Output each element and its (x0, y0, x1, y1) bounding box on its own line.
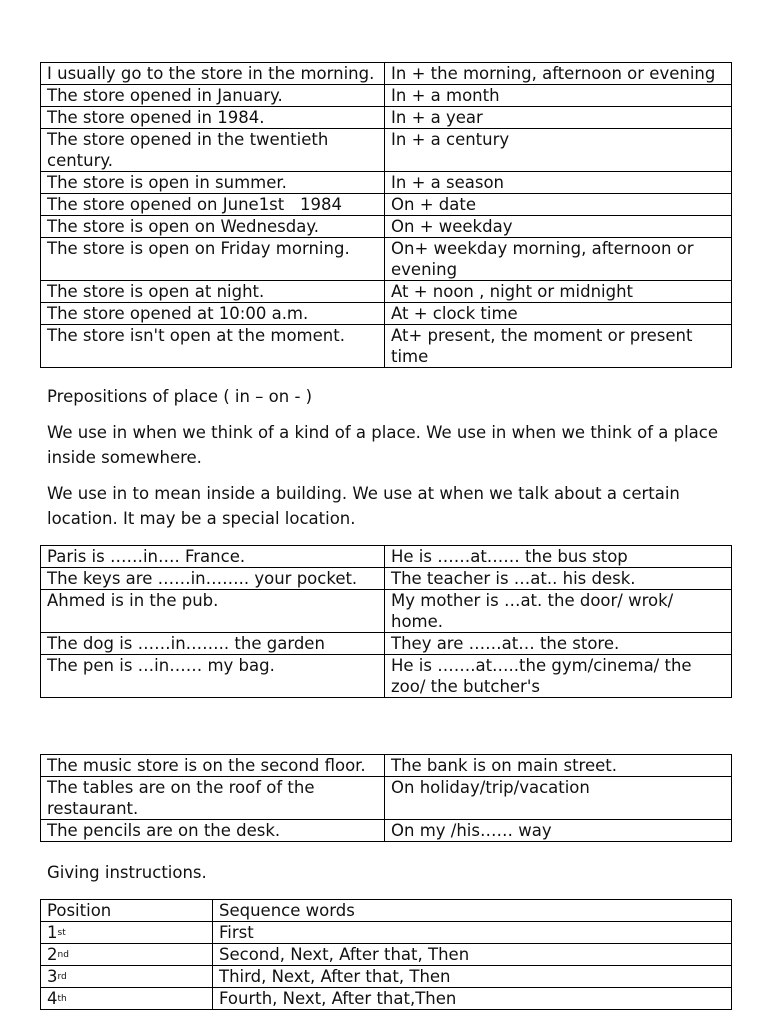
example-cell: The store isn't open at the moment. (41, 325, 385, 368)
ordinal-suffix: nd (57, 950, 69, 960)
table-row (41, 107, 732, 129)
example-cell: The store opened on June1st 1984 (41, 194, 385, 216)
position-number: 2 (47, 945, 58, 964)
in-example-cell: The dog is ……in…….. the garden (41, 633, 385, 655)
time-prepositions-table (40, 62, 732, 368)
table-row (41, 590, 732, 633)
example-cell: I usually go to the store in the morning. (41, 63, 385, 85)
on-example-cell: On holiday/trip/vacation (385, 777, 732, 820)
example-cell: The store is open in summer. (41, 172, 385, 194)
at-example-cell: He is ……at…… the bus stop (385, 546, 732, 568)
table-row (41, 546, 732, 568)
table-row (41, 655, 732, 698)
on-example-cell: On my /his…… way (385, 820, 732, 842)
rule-cell: In + a century (385, 129, 732, 172)
at-example-cell: He is …….at…..the gym/cinema/ the zoo/ the butcher's (385, 655, 732, 698)
table-row (41, 966, 732, 988)
sequence-words-cell: Second, Next, After that, Then (213, 944, 732, 966)
in-at-examples-table (40, 545, 732, 698)
sequence-words-cell: Fourth, Next, After that,Then (213, 988, 732, 1010)
position-header: Position (41, 900, 213, 922)
position-number: 4 (47, 989, 58, 1008)
ordinal-suffix: th (57, 994, 67, 1004)
position-cell (41, 922, 213, 944)
position-number: 3 (47, 967, 58, 986)
example-cell: The store is open on Friday morning. (41, 238, 385, 281)
table-row (41, 325, 732, 368)
rule-cell: In + a month (385, 85, 732, 107)
on-examples-table (40, 754, 732, 842)
table-row (41, 303, 732, 325)
rule-cell: In + a season (385, 172, 732, 194)
at-example-cell: The teacher is …at.. his desk. (385, 568, 732, 590)
on-example-cell: The tables are on the roof of the restaurant. (41, 777, 385, 820)
paragraph-in-at-usage: We use in to mean inside a building. We use at when we talk about a certain location. It may be a special location. (47, 484, 680, 528)
on-example-cell: The pencils are on the desk. (41, 820, 385, 842)
rule-cell: At + clock time (385, 303, 732, 325)
example-cell: The store is open at night. (41, 281, 385, 303)
table-row (41, 988, 732, 1010)
position-cell (41, 988, 213, 1010)
rule-cell: In + the morning, afternoon or evening (385, 63, 732, 85)
table-row (41, 238, 732, 281)
rule-cell: At + noon , night or midnight (385, 281, 732, 303)
at-example-cell: My mother is …at. the door/ wrok/ home. (385, 590, 732, 633)
sequence-words-cell: First (213, 922, 732, 944)
rule-cell: On + weekday (385, 216, 732, 238)
ordinal-suffix: rd (57, 972, 67, 982)
table-row (41, 755, 732, 777)
ordinal-suffix: st (57, 928, 66, 938)
rule-cell: On + date (385, 194, 732, 216)
table-row (41, 129, 732, 172)
place-heading: Prepositions of place ( in – on - ) (47, 387, 313, 406)
rule-cell: In + a year (385, 107, 732, 129)
on-example-cell: The bank is on main street. (385, 755, 732, 777)
in-example-cell: Paris is ……in…. France. (41, 546, 385, 568)
table-row (41, 820, 732, 842)
in-example-cell: The pen is …in…… my bag. (41, 655, 385, 698)
sequence-words-cell: Third, Next, After that, Then (213, 966, 732, 988)
sequence-words-header: Sequence words (213, 900, 732, 922)
table-header-row (41, 900, 732, 922)
rule-cell: On+ weekday morning, afternoon or evening (385, 238, 732, 281)
example-cell: The store opened in January. (41, 85, 385, 107)
table-row (41, 63, 732, 85)
table-row (41, 281, 732, 303)
table-row (41, 85, 732, 107)
position-number: 1 (47, 923, 58, 942)
instructions-heading: Giving instructions. (47, 863, 207, 882)
position-cell (41, 966, 213, 988)
in-example-cell: The keys are ……in…….. your pocket. (41, 568, 385, 590)
table-row (41, 633, 732, 655)
example-cell: The store opened at 10:00 a.m. (41, 303, 385, 325)
table-row (41, 216, 732, 238)
on-example-cell: The music store is on the second floor. (41, 755, 385, 777)
table-row (41, 777, 732, 820)
example-cell: The store is open on Wednesday. (41, 216, 385, 238)
paragraph-in-usage: We use in when we think of a kind of a place. We use in when we think of a place inside somewhere. (47, 423, 718, 467)
table-row (41, 194, 732, 216)
example-cell: The store opened in the twentieth century. (41, 129, 385, 172)
rule-cell: At+ present, the moment or present time (385, 325, 732, 368)
in-example-cell: Ahmed is in the pub. (41, 590, 385, 633)
sequence-words-table (40, 899, 732, 1010)
table-row (41, 568, 732, 590)
example-cell: The store opened in 1984. (41, 107, 385, 129)
position-cell (41, 944, 213, 966)
table-row (41, 922, 732, 944)
table-row (41, 172, 732, 194)
table-row (41, 944, 732, 966)
at-example-cell: They are ……at… the store. (385, 633, 732, 655)
